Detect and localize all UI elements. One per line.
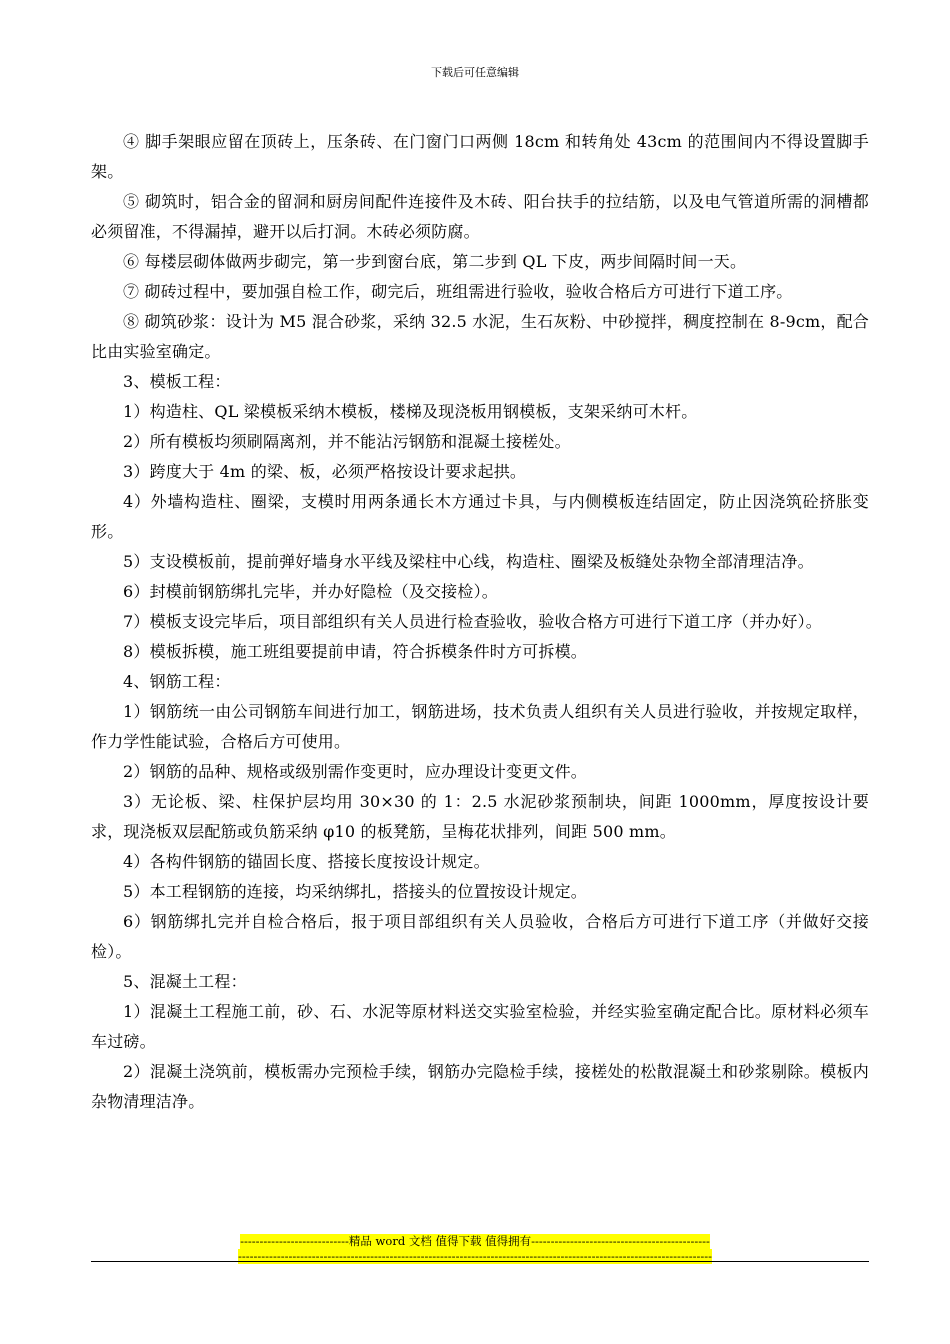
paragraph: 1）钢筋统一由公司钢筋车间进行加工，钢筋进场，技术负责人组织有关人员进行验收，并按规定取样，作力学性能试验，合格后方可使用。 [91,702,869,751]
paragraph: 5）支设模板前，提前弹好墙身水平线及梁柱中心线，构造柱、圈梁及板缝处杂物全部清理洁净。 [123,552,814,571]
footer-divider [91,1261,869,1262]
paragraph: 1）构造柱、QL 梁模板采纳木模板，楼梯及现浇板用钢模板，支架采纳可木杆。 [123,402,698,421]
section-heading: 4、钢筋工程： [123,672,231,691]
paragraph: 7）模板支设完毕后，项目部组织有关人员进行检查验收，验收合格方可进行下道工序（并办好）。 [123,612,822,631]
page-header: 下载后可任意编辑 [431,66,519,79]
paragraph: 1）混凝土工程施工前，砂、石、水泥等原材料送交实验室检验，并经实验室确定配合比。原材料必须车车过磅。 [91,1002,869,1051]
paragraph: 3）跨度大于 4m 的梁、板，必须严格按设计要求起拱。 [123,462,527,481]
paragraph: ⑦ 砌砖过程中，要加强自检工作，砌完后，班组需进行验收，验收合格后方可进行下道工序。 [123,282,793,301]
paragraph: ④ 脚手架眼应留在顶砖上，压条砖、在门窗门口两侧 18cm 和转角处 43cm 的范围间内不得设置脚手架。 [91,132,869,181]
footer-banner-dashes: -------------------------------------------------------------------------------------------------------------------------- [237,1249,713,1263]
paragraph: 4）外墙构造柱、圈梁，支模时用两条通长木方通过卡具，与内侧模板连结固定，防止因浇筑砼挤胀变形。 [91,492,869,541]
section-heading: 3、模板工程： [123,372,231,391]
paragraph: ⑥ 每楼层砌体做两步砌完，第一步到窗台底，第二步到 QL 下皮，两步间隔时间一天。 [123,252,747,271]
paragraph: 2）所有模板均须刷隔离剂，并不能沾污钢筋和混凝土接槎处。 [123,432,571,451]
section-heading: 5、混凝土工程： [123,972,247,991]
paragraph: 5）本工程钢筋的连接，均采纳绑扎，搭接头的位置按设计规定。 [123,882,587,901]
paragraph: 2）钢筋的品种、规格或级别需作变更时，应办理设计变更文件。 [123,762,587,781]
paragraph: 2）混凝土浇筑前，模板需办完预检手续，钢筋办完隐检手续，接槎处的松散混凝土和砂浆剔除。模板内杂物清理洁净。 [91,1062,869,1111]
paragraph: 4）各构件钢筋的锚固长度、搭接长度按设计规定。 [123,852,490,871]
footer-banner-text: ----------------------------精品 word 文档 值得下载 值得拥有---------------------------------------------- [240,1234,710,1248]
paragraph: ⑧ 砌筑砂浆：设计为 M5 混合砂浆，采纳 32.5 水泥，生石灰粉、中砂搅拌，稠度控制在 8-9cm，配合比由实验室确定。 [91,312,869,361]
paragraph: 6）钢筋绑扎完并自检合格后，报于项目部组织有关人员验收，合格后方可进行下道工序（并做好交接检）。 [91,912,869,961]
paragraph: 6）封模前钢筋绑扎完毕，并办好隐检（及交接检）。 [123,582,498,601]
paragraph: 8）模板拆模，施工班组要提前申请，符合拆模条件时方可拆模。 [123,642,587,661]
document-body [91,127,869,1117]
paragraph: 3）无论板、梁、柱保护层均用 30×30 的 1：2.5 水泥砂浆预制块，间距 1000mm，厚度按设计要求，现浇板双层配筋或负筋采纳 φ10 的板凳筋，呈梅花状排列，间距 500 mm。 [91,792,869,841]
paragraph: ⑤ 砌筑时，铝合金的留洞和厨房间配件连接件及木砖、阳台扶手的拉结筋，以及电气管道所需的洞槽都必须留准，不得漏掉，避开以后打洞。木砖必须防腐。 [91,192,869,241]
